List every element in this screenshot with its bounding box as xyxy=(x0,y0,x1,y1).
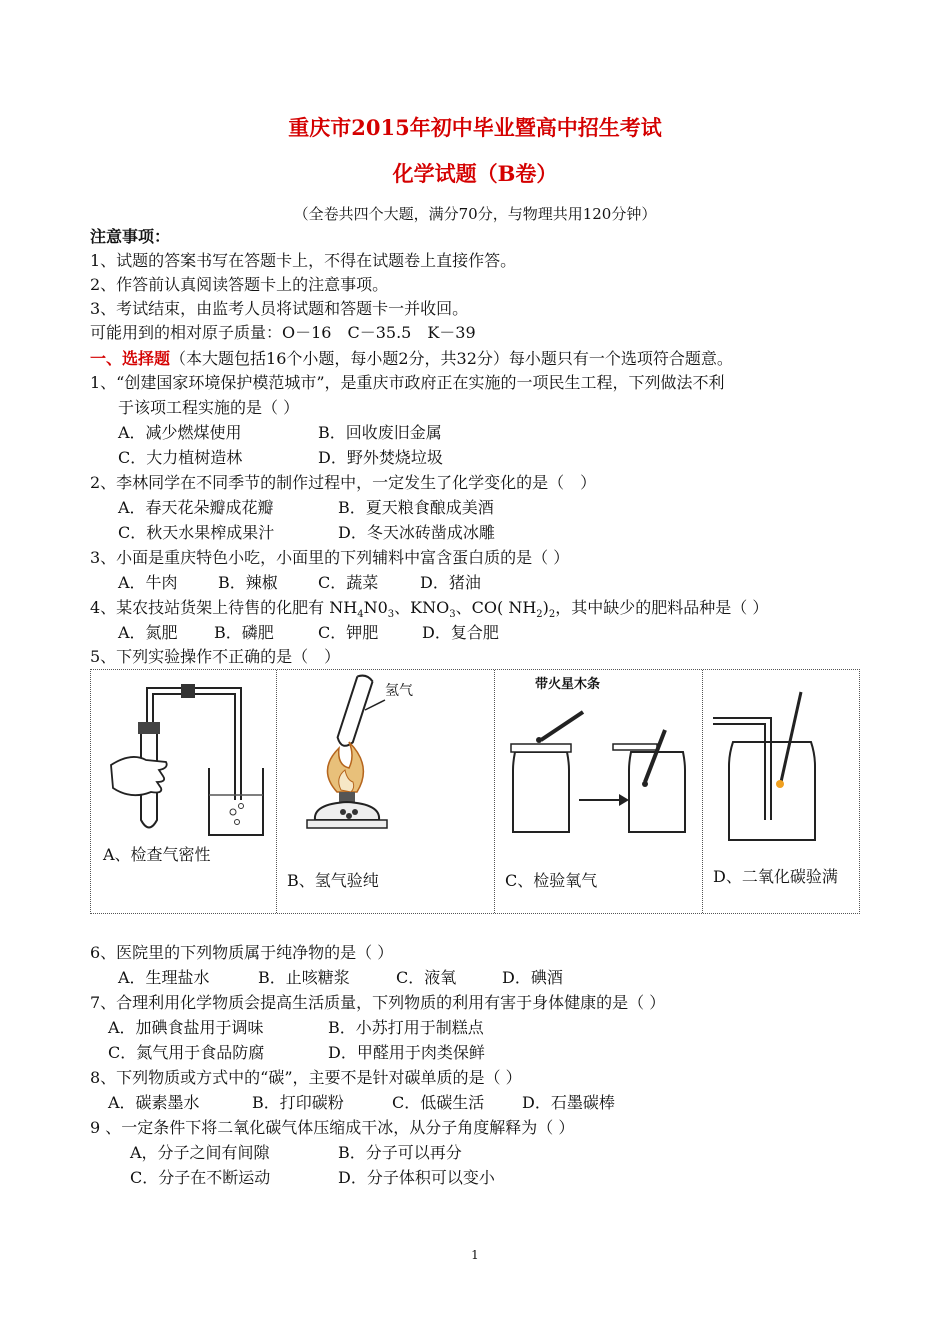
option: C．秋天水果榨成果汁 xyxy=(118,523,275,542)
option: C．蔬菜 xyxy=(318,573,379,592)
notice-heading: 注意事项： xyxy=(90,227,171,246)
figure-cell-d xyxy=(703,670,859,913)
page-number: 1 xyxy=(471,1248,479,1262)
question-stem: 3、小面是重庆特色小吃，小面里的下列辅料中富含蛋白质的是（ ） xyxy=(90,548,570,567)
question-stem: 6、医院里的下列物质属于纯净物的是（ ） xyxy=(90,943,394,962)
option: D．冬天冰砖凿成冰雕 xyxy=(338,523,495,542)
subscript: 2 xyxy=(536,609,543,621)
stem-text: ，其中缺少的肥料品种是（ ） xyxy=(555,598,769,617)
option: D．分子体积可以变小 xyxy=(338,1168,495,1187)
option: D．猪油 xyxy=(420,573,481,592)
option: B．夏天粮食酿成美酒 xyxy=(338,498,494,517)
option-row xyxy=(118,448,443,468)
question-stem: 1、“创建国家环境保护模范城市”，是重庆市政府正在实施的一项民生工程，下列做法不利 xyxy=(90,373,725,392)
option-row xyxy=(118,423,442,443)
question-stem: 2、李林同学在不同季节的制作过程中，一定发生了化学变化的是（ ） xyxy=(90,473,597,492)
option: A．生理盐水 xyxy=(118,968,210,987)
figure-caption: D、二氧化碳验满 xyxy=(713,867,838,886)
exam-note: （全卷共四个大题，满分70分，与物理共用120分钟） xyxy=(293,205,657,223)
option: C．氮气用于食品防腐 xyxy=(108,1043,265,1062)
subscript: 2 xyxy=(548,609,556,621)
option: D．石墨碳棒 xyxy=(522,1093,615,1112)
question-stem: 9 、一定条件下将二氧化碳气体压缩成干冰，从分子角度解释为（ ） xyxy=(90,1118,575,1137)
option: A．春天花朵瓣成花瓣 xyxy=(118,498,274,517)
option: B．分子可以再分 xyxy=(338,1143,462,1162)
option-row xyxy=(118,498,494,518)
stem-text: N0 xyxy=(363,598,388,617)
option: B．小苏打用于制糕点 xyxy=(328,1018,484,1037)
option-row xyxy=(108,1093,615,1113)
option-row xyxy=(130,1143,462,1163)
question-stem xyxy=(90,598,768,625)
figure-table xyxy=(90,669,860,914)
question-stem: 8、下列物质或方式中的“碳”，主要不是针对碳单质的是（ ） xyxy=(90,1068,522,1087)
hydrogen-label: 氢气 xyxy=(385,683,413,699)
option: D．碘酒 xyxy=(502,968,563,987)
subscript: 4 xyxy=(357,609,364,621)
figure-caption: B、氢气验纯 xyxy=(287,871,379,890)
page-title: 重庆市2015年初中毕业暨高中招生考试 xyxy=(288,115,662,140)
airtightness-apparatus-illustration xyxy=(91,670,277,850)
option: D．复合肥 xyxy=(422,623,499,642)
option-row xyxy=(130,1168,495,1188)
option: A，分子之间有间隙 xyxy=(130,1143,270,1162)
option: B．止咳糖浆 xyxy=(258,968,350,987)
figure-cell-c xyxy=(495,670,703,913)
stem-text: ) xyxy=(542,598,549,617)
section-desc: （本大题包括16个小题，每小题2分，共32分）每小题只有一个选项符合题意。 xyxy=(170,349,733,368)
notice-item: 2、作答前认真阅读答题卡上的注意事项。 xyxy=(90,275,389,294)
page-subtitle: 化学试题（B卷） xyxy=(392,161,558,186)
co2-full-test-illustration xyxy=(703,670,859,850)
figure-caption: C、检验氧气 xyxy=(505,871,598,890)
option-row xyxy=(118,968,563,988)
option: A．碳素墨水 xyxy=(108,1093,200,1112)
option-row xyxy=(108,1043,485,1063)
option: B．打印碳粉 xyxy=(252,1093,344,1112)
atomic-mass: 可能用到的相对原子质量：O－16 C－35.5 K－39 xyxy=(90,323,476,342)
option: C．分子在不断运动 xyxy=(130,1168,271,1187)
question-stem: 5、下列实验操作不正确的是（ ） xyxy=(90,647,341,666)
notice-item: 1、试题的答案书写在答题卡上，不得在试题卷上直接作答。 xyxy=(90,251,517,270)
figure-caption: A、检查气密性 xyxy=(103,845,211,864)
splint-label: 带火星木条 xyxy=(535,677,601,692)
option-row xyxy=(108,1018,484,1038)
option: C．钾肥 xyxy=(318,623,379,642)
section-heading xyxy=(90,349,733,369)
option: A．牛肉 xyxy=(118,573,178,592)
option: A．减少燃煤使用 xyxy=(118,423,242,442)
option-row xyxy=(118,623,499,643)
option: C．大力植树造林 xyxy=(118,448,243,467)
section-title: 一、选择题 xyxy=(90,349,171,368)
question-stem: 于该项工程实施的是（ ） xyxy=(118,398,300,417)
option: C．液氧 xyxy=(396,968,457,987)
option: B．磷肥 xyxy=(214,623,274,642)
notice-item: 3、考试结束，由监考人员将试题和答题卡一并收回。 xyxy=(90,299,469,318)
option: B．回收废旧金属 xyxy=(318,423,442,442)
oxygen-test-illustration xyxy=(495,670,703,850)
option: D．野外焚烧垃圾 xyxy=(318,448,443,467)
option-row xyxy=(118,573,481,593)
subscript: 3 xyxy=(387,609,395,621)
option: C．低碳生活 xyxy=(392,1093,485,1112)
stem-text: 、CO( NH xyxy=(455,598,537,617)
subscript: 3 xyxy=(449,609,456,621)
option: A．加碘食盐用于调味 xyxy=(108,1018,264,1037)
option: B．辣椒 xyxy=(218,573,278,592)
stem-text: 4、某农技站货架上待售的化肥有 NH xyxy=(90,598,358,617)
figure-cell-a xyxy=(91,670,277,913)
option-row xyxy=(118,523,495,543)
option: D．甲醛用于肉类保鲜 xyxy=(328,1043,485,1062)
stem-text: 、KNO xyxy=(394,598,450,617)
question-stem: 7、合理利用化学物质会提高生活质量，下列物质的利用有害于身体健康的是（ ） xyxy=(90,993,666,1012)
option: A．氮肥 xyxy=(118,623,178,642)
figure-cell-b xyxy=(277,670,495,913)
